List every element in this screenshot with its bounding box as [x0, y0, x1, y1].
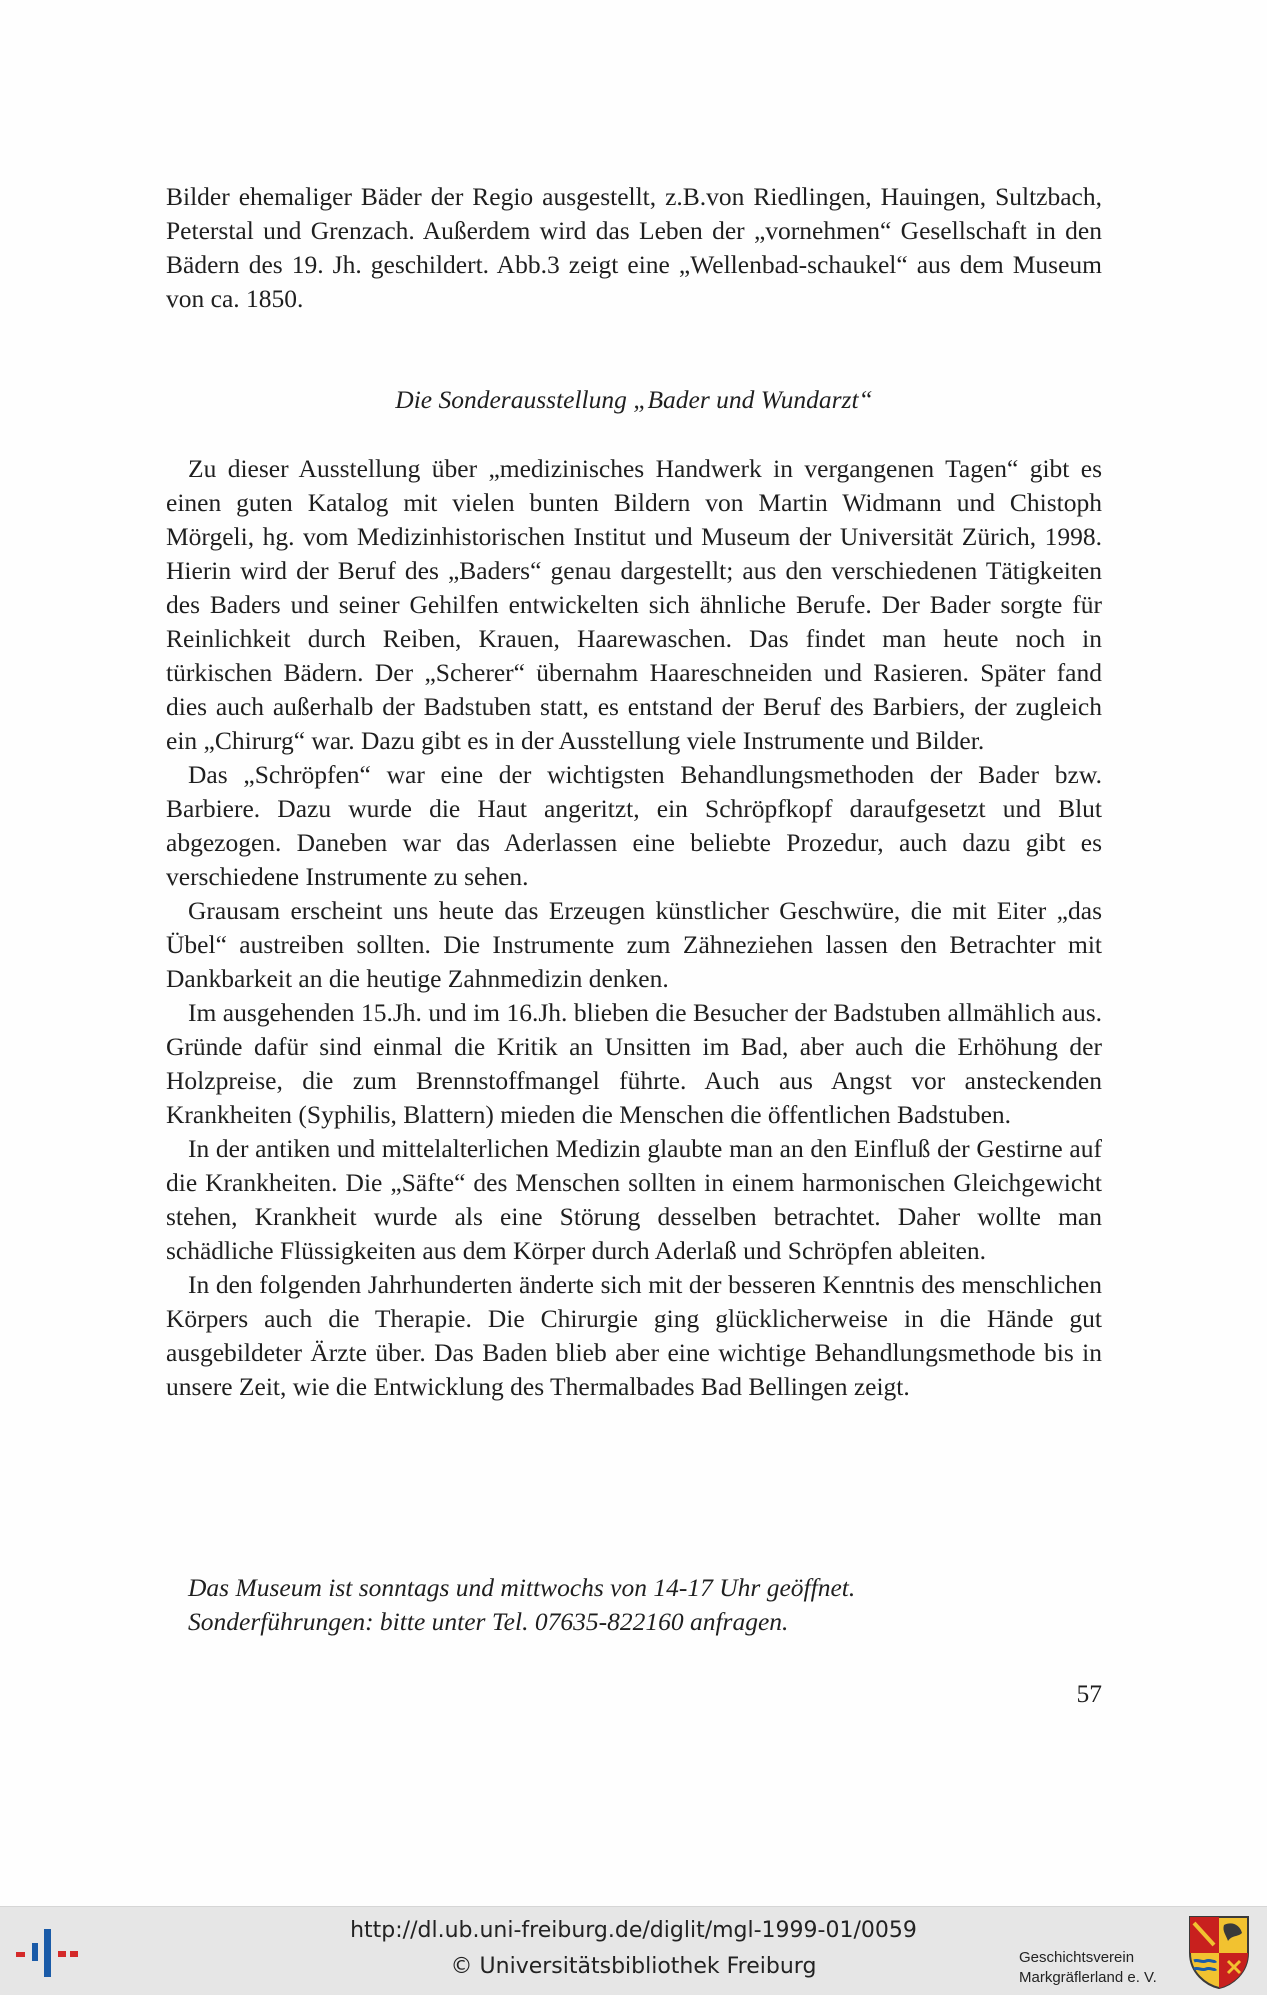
coat-of-arms-icon: [1188, 1915, 1250, 1990]
paragraph: Bilder ehemaliger Bäder der Regio ausgestellt, z.B.von Riedlingen, Hauingen, Sultzbach, Peterstal und Grenzach. Außerdem wird das Leben der „vornehmen“ Gesellschaft in den Bädern des 19. Jh. geschildert. Abb.3 zeigt eine „Wellenbad-schaukel“ aus dem Museum von ca. 1850.: [166, 182, 1102, 313]
page-number: 57: [1076, 1679, 1102, 1708]
main-text-block: [166, 452, 1102, 1404]
paragraph: Das „Schröpfen“ war eine der wichtigsten Behandlungsmethoden der Bader bzw. Barbiere. Dazu wurde die Haut angeritzt, ein Schröpfkopf daraufgesetzt und Blut abgezogen. Daneben war das Aderlassen eine beliebte Prozedur, auch dazu gibt es verschiedene Instrumente zu sehen.: [166, 760, 1102, 891]
paragraph: Zu dieser Ausstellung über „medizinisches Handwerk in vergangenen Tagen“ gibt es einen guten Katalog mit vielen bunten Bildern von Martin Widmann und Chistoph Mörgeli, hg. vom Medizinhistorischen Institut und Museum der Universität Zürich, 1998. Hierin wird der Beruf des „Baders“ genau dargestellt; aus den verschiedenen Tätigkeiten des Baders und seiner Gehilfen entwickelten sich ähnliche Berufe. Der Bader sorgte für Reinlichkeit durch Reiben, Krauen, Haarewaschen. Das findet man heute noch in türkischen Bädern. Der „Scherer“ übernahm Haareschneiden und Rasieren. Später fand dies auch außerhalb der Badstuben statt, es entstand der Beruf des Barbiers, der zugleich ein „Chirurg“ war. Dazu gibt es in der Ausstellung viele Instrumente und Bilder.: [166, 454, 1102, 755]
top-text-block: [166, 180, 1102, 316]
paragraph: Grausam erscheint uns heute das Erzeugen künstlicher Geschwüre, die mit Eiter „das Übel“ austreiben sollten. Die Instrumente zum Zähneziehen lassen den Betrachter mit Dankbarkeit an die heutige Zahnmedizin denken.: [166, 896, 1102, 993]
notice-line: Das Museum ist sonntags und mittwochs von 14-17 Uhr geöffnet.: [188, 1573, 856, 1602]
paragraph: Im ausgehenden 15.Jh. und im 16.Jh. blieben die Besucher der Badstuben allmählich aus. Gründe dafür sind einmal die Kritik an Unsitten im Bad, aber auch die Erhöhung der Holzpreise, die zum Brennstoffmangel führte. Auch aus Angst vor ansteckenden Krankheiten (Syphilis, Blattern) mieden die Menschen die öffentlichen Badstuben.: [166, 998, 1102, 1129]
opening-hours-notice: [188, 1571, 1088, 1639]
society-name: [1019, 1948, 1157, 1988]
viewer-footer: [0, 1906, 1267, 1995]
copyright-text: © Universitätsbibliothek Freiburg: [450, 1954, 817, 1979]
notice-line: Sonderführungen: bitte unter Tel. 07635-822160 anfragen.: [188, 1607, 789, 1636]
paragraph: In der antiken und mittelalterlichen Medizin glaubte man an den Einfluß der Gestirne auf die Krankheiten. Die „Säfte“ des Menschen sollten in einem harmonischen Gleichgewicht stehen, Krankheit wurde als eine Störung desselben betrachtet. Daher wollte man schädliche Flüssigkeiten aus dem Körper durch Aderlaß und Schröpfen ableiten.: [166, 1134, 1102, 1265]
society-name-line: Markgräflerland e. V.: [1019, 1969, 1157, 1986]
document-url-link[interactable]: http://dl.ub.uni-freiburg.de/diglit/mgl-1999-01/0059: [350, 1918, 917, 1943]
society-name-line: Geschichtsverein: [1019, 1949, 1135, 1966]
section-heading: Die Sonderausstellung „Bader und Wundarzt“: [395, 385, 873, 414]
paragraph: In den folgenden Jahrhunderten änderte sich mit der besseren Kenntnis des menschlichen Körpers auch die Therapie. Die Chirurgie ging glücklicherweise in die Hände gut ausgebildeter Ärzte über. Das Baden blieb aber eine wichtige Behandlungsmethode bis in unsere Zeit, wie die Entwicklung des Thermalbades Bad Bellingen zeigt.: [166, 1270, 1102, 1401]
